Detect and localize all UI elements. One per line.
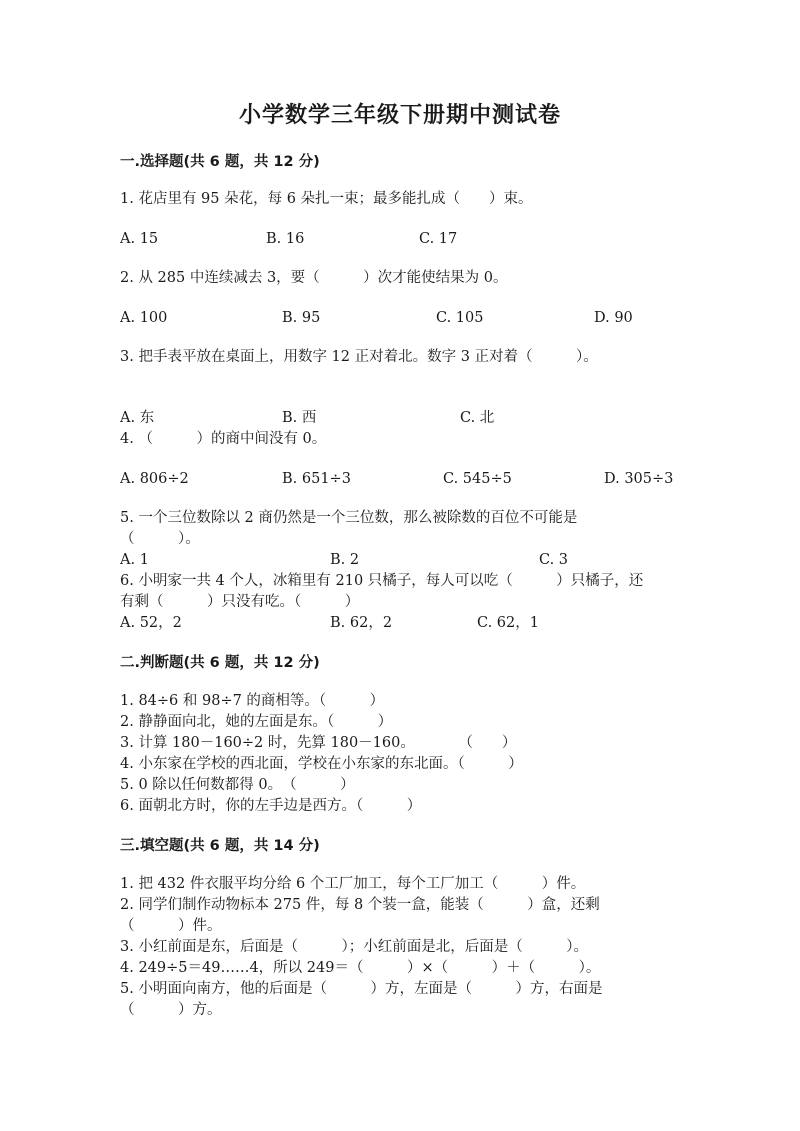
option-b: B. 16: [266, 231, 305, 247]
option-c: C. 17: [419, 231, 458, 247]
option-a: A. 1: [120, 552, 149, 568]
list-item-cont: （ ）方。: [120, 1002, 222, 1018]
question-text: 5. 一个三位数除以 2 商仍然是一个三位数，那么被除数的百位不可能是: [120, 510, 578, 526]
list-item: 5. 0 除以任何数都得 0。 （ ）: [120, 777, 355, 793]
question-text: 2. 从 285 中连续减去 3，要（ ）次才能使结果为 0。: [120, 270, 508, 286]
page-title: 小学数学三年级下册期中测试卷: [238, 103, 561, 128]
section-heading-fill: 三.填空题(共 6 题，共 14 分): [120, 838, 320, 854]
question-text-cont: （ ）。: [120, 531, 200, 547]
option-b: B. 62，2: [330, 615, 393, 631]
list-item: 2. 同学们制作动物标本 275 件，每 8 个装一盒，能装（ ）盒，还剩: [120, 897, 600, 913]
list-item: 2. 静静面向北，她的左面是东。（ ）: [120, 714, 393, 730]
option-a: A. 52，2: [120, 615, 182, 631]
option-b: B. 西: [282, 410, 317, 426]
option-a: A. 100: [120, 310, 168, 326]
option-c: C. 北: [460, 410, 495, 426]
section-heading-judgement: 二.判断题(共 6 题，共 12 分): [120, 655, 320, 671]
list-item: 3. 计算 180－160÷2 时，先算 180－160。 （ ）: [120, 735, 517, 751]
question-text: 3. 把手表平放在桌面上，用数字 12 正对着北。数字 3 正对着（ ）。: [120, 349, 598, 365]
option-a: A. 806÷2: [120, 471, 189, 487]
list-item: 1. 84÷6 和 98÷7 的商相等。（ ）: [120, 693, 385, 709]
list-item: 4. 249÷5＝49……4，所以 249＝（ ）×（ ）＋（ ）。: [120, 960, 601, 976]
list-item-cont: （ ）件。: [120, 918, 222, 934]
option-c: C. 3: [539, 552, 569, 568]
list-item: 4. 小东家在学校的西北面，学校在小东家的东北面。（ ）: [120, 756, 523, 772]
option-b: B. 651÷3: [282, 471, 351, 487]
option-d: D. 90: [594, 310, 633, 326]
list-item: 6. 面朝北方时，你的左手边是西方。（ ）: [120, 798, 422, 814]
option-a: A. 东: [120, 410, 155, 426]
list-item: 5. 小明面向南方，他的后面是（ ）方，左面是（ ）方，右面是: [120, 981, 603, 997]
question-text: 1. 花店里有 95 朵花，每 6 朵扎一束；最多能扎成（ ）束。: [120, 191, 533, 207]
option-c: C. 62，1: [477, 615, 539, 631]
option-b: B. 2: [330, 552, 360, 568]
question-text: 4. （ ）的商中间没有 0。: [120, 431, 327, 447]
section-heading-choice: 一.选择题(共 6 题，共 12 分): [120, 154, 320, 170]
option-d: D. 305÷3: [604, 471, 674, 487]
option-c: C. 545÷5: [443, 471, 512, 487]
list-item: 1. 把 432 件衣服平均分给 6 个工厂加工，每个工厂加工（ ）件。: [120, 876, 586, 892]
option-c: C. 105: [436, 310, 484, 326]
question-text-cont: 有剩（ ）只没有吃。（ ）: [120, 594, 360, 610]
option-b: B. 95: [282, 310, 321, 326]
list-item: 3. 小红前面是东，后面是（ ）；小红前面是北，后面是（ ）。: [120, 939, 588, 955]
option-a: A. 15: [120, 231, 159, 247]
question-text: 6. 小明家一共 4 个人，冰箱里有 210 只橘子，每人可以吃（ ）只橘子，还: [120, 573, 644, 589]
